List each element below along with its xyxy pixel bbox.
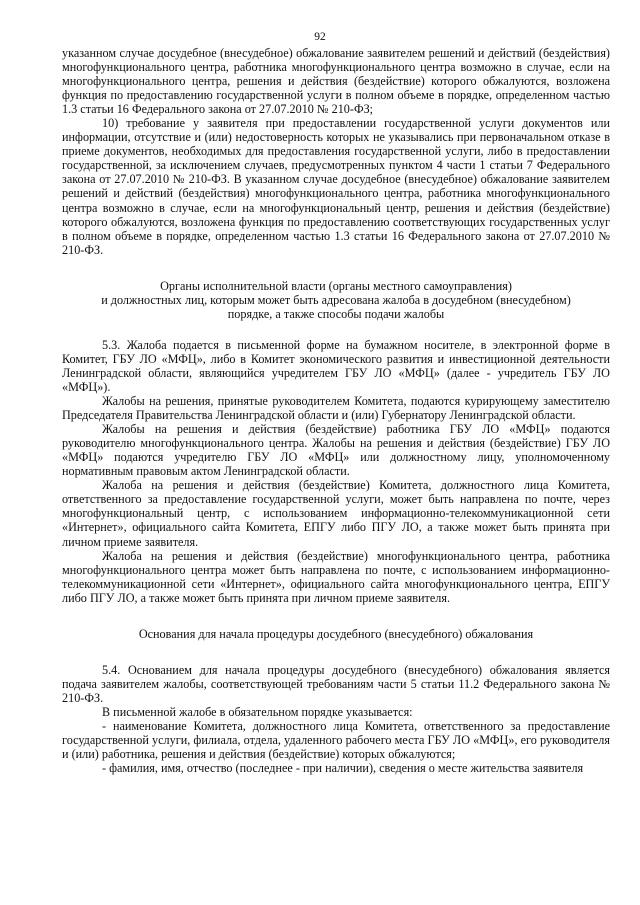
- paragraph: Жалобы на решения и действия (бездействие) работника ГБУ ЛО «МФЦ» подаются руководителю многофункционального центра. Жалобы на решения и действия (бездействие) ГБУ ЛО «МФЦ» подаются учредителю ГБУ ЛО «МФЦ» или должностному лицу, уполномоченному нормативным правовым актом Ленинградской области.: [62, 422, 610, 479]
- section-heading-grounds: Основания для начала процедуры досудебного (внесудебного) обжалования: [138, 626, 534, 641]
- heading-line: Органы исполнительной власти (органы местного самоуправления): [160, 278, 512, 293]
- paragraph-5-3: 5.3. Жалоба подается в письменной форме на бумажном носителе, в электронной форме в Комитет, ГБУ ЛО «МФЦ», либо в Комитет экономического развития и инвестиционной деятельности Ленинградской области, являющийся учредителем ГБУ ЛО «МФЦ» (далее - учредитель ГБУ ЛО «МФЦ»).: [62, 337, 610, 394]
- spacer: [62, 641, 610, 663]
- list-item: - фамилия, имя, отчество (последнее - при наличии), сведения о месте жительства заявителя: [102, 761, 584, 776]
- page-number: 92: [314, 31, 326, 43]
- heading-line: и должностных лиц, которым может быть адресована жалоба в досудебном (внесудебном): [101, 292, 571, 307]
- spacer: [62, 605, 610, 627]
- heading-line: порядке, а также способы подачи жалобы: [227, 306, 445, 321]
- paragraph: В письменной жалобе в обязательном порядке указывается:: [102, 704, 413, 719]
- paragraph: Жалоба на решения и действия (бездействие) многофункционального центра, работника многофункционального центра может быть направлена по почте, с использованием информационно-телекоммуникационной сети «Интернет», официального сайта многофункционального центра, ЕПГУ либо ПГУ ЛО, а также может быть принята при личном приеме заявителя.: [62, 548, 610, 605]
- document-body: [62, 46, 610, 775]
- paragraph-continuation: указанном случае досудебное (внесудебное) обжалование заявителем решений и действий (бездействия) многофункционального центра, работника многофункционального центра возможно в случае, если на многофункционального центра, решения и действия (бездействие) которого обжалуются, возложена функция по предоставлению государственной услуги в полном объеме в порядке, определенном частью 1.3 статьи 16 Федерального закона от 27.07.2010 № 210-ФЗ;: [62, 46, 610, 117]
- spacer: [62, 321, 610, 338]
- paragraph-item-10: 10) требование у заявителя при предоставлении государственной услуги документов или информации, отсутствие и (или) недостоверность которых не указывались при первоначальном отказе в приеме документов, необходимых для предоставления государственной услуги, либо в предоставлении государственной, за исключением случаев, предусмотренных пунктом 4 части 1 статьи 7 Федерального закона от 27.07.2010 № 210-ФЗ. В указанном случае досудебное (внесудебное) обжалование заявителем решений и действий (бездействия) многофункционального центра, работника многофункционального центра возможно в случае, если на многофункциональный центр, решения и действия (бездействие) которого обжалуются, возложена функция по предоставлению соответствующих государственных услуг в полном объеме в порядке, определенном частью 1.3 статьи 16 Федерального закона от 27.07.2010 № 210-ФЗ.: [62, 116, 610, 257]
- paragraph: Жалобы на решения, принятые руководителем Комитета, подаются курирующему заместителю Председателя Правительства Ленинградской области и (или) Губернатору Ленинградской области.: [62, 394, 610, 423]
- list-item: - наименование Комитета, должностного лица Комитета, ответственного за предоставление государственной услуги, филиала, отдела, удаленного рабочего места ГБУ ЛО «МФЦ», его руководителя и (или) работника, решения и действия (бездействие) которых обжалуются;: [62, 718, 610, 762]
- paragraph: Жалоба на решения и действия (бездействие) Комитета, должностного лица Комитета, ответственного за предоставление государственной услуги, может быть направлена по почте, через многофункциональный центр, с использованием информационно-телекоммуникационной сети «Интернет», официального сайта Комитета, ЕПГУ либо ПГУ ЛО, а также может быть принята при личном приеме заявителя.: [62, 478, 610, 549]
- section-heading-organs: [62, 279, 610, 321]
- paragraph-5-4: 5.4. Основанием для начала процедуры досудебного (внесудебного) обжалования является подача заявителем жалобы, соответствующей требованиям части 5 статьи 11.2 Федерального закона № 210-ФЗ.: [62, 662, 610, 705]
- spacer: [62, 257, 610, 279]
